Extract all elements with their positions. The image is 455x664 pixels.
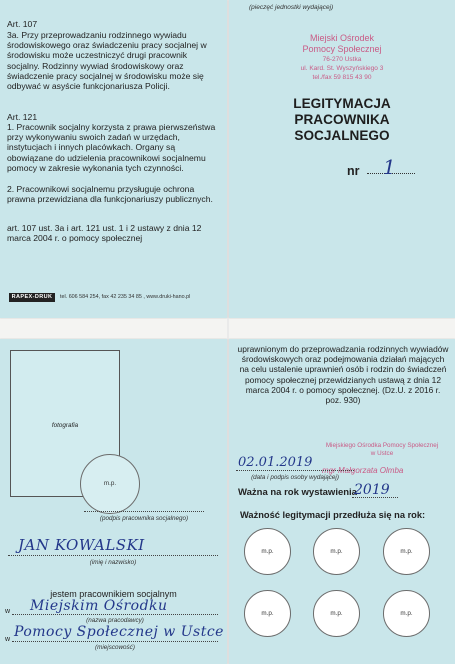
extension-circle-5 xyxy=(313,590,360,637)
extension-circle-4 xyxy=(244,590,291,637)
extension-mp-3: m.p. xyxy=(400,548,413,555)
extension-circle-2 xyxy=(313,528,360,575)
title-line-2: PRACOWNIKA xyxy=(294,112,390,127)
stamp-line-1: Miejski Ośrodek xyxy=(309,33,374,43)
institution-value: Miejskim Ośrodku xyxy=(30,598,168,614)
place-caption: (miejscowość) xyxy=(95,644,135,651)
issuer-stamp xyxy=(317,442,447,457)
institution-line xyxy=(12,614,218,615)
extension-mp-2: m.p. xyxy=(330,548,343,555)
extension-label: Ważność legitymacji przedłuża się na rok: xyxy=(240,510,426,520)
holder-seal-circle xyxy=(80,454,140,514)
art107-title: Art. 107 xyxy=(7,19,38,29)
printer-logo: RAPEX-DRUK xyxy=(9,293,55,302)
issuer-stamp-line-2: w Ustce xyxy=(370,449,394,457)
date-line xyxy=(236,470,354,471)
valid-year: 2019 xyxy=(354,482,390,498)
nr-label: nr xyxy=(347,164,360,178)
nr-value: 1 xyxy=(383,155,396,179)
extension-mp-4: m.p. xyxy=(261,610,274,617)
extension-circle-1 xyxy=(244,528,291,575)
stamp-line-5: tel./fax 59 815 43 90 xyxy=(312,74,372,81)
valid-label: Ważna na rok wystawienia xyxy=(238,487,357,498)
legal-basis: art. 107 ust. 3a i art. 121 ust. 1 i 2 ustawy z dnia 12 marca 2004 r. o pomocy społecznej xyxy=(7,223,202,244)
stamp-line-4: ul. Kard. St. Wyszyńskiego 3 xyxy=(300,65,384,72)
seal-label: (pieczęć jednostki wydającej) xyxy=(249,4,334,11)
name-caption: (imię i nazwisko) xyxy=(89,559,137,566)
stamp-line-2: Pomocy Społecznej xyxy=(302,44,382,54)
place-value: Pomocy Społecznej w Ustce xyxy=(14,624,224,640)
extension-circle-6 xyxy=(383,590,430,637)
extension-mp-1: m.p. xyxy=(261,548,274,555)
holder-seal-mp: m.p. xyxy=(103,480,117,487)
issue-date: 02.01.2019 xyxy=(238,455,313,470)
photo-label: fotografia xyxy=(51,422,79,429)
employed-as: jestem pracownikiem socjalnym xyxy=(50,589,177,599)
extension-mp-6: m.p. xyxy=(400,610,413,617)
art121-item2: 2. Pracownikowi socjalnemu przysługuje ochrona prawna przewidziana dla funkcjonariuszy publicznych. xyxy=(7,184,213,205)
w-prefix-1: w xyxy=(5,608,11,615)
place-line xyxy=(12,641,218,642)
art121-item1: 1. Pracownik socjalny korzysta z prawa pierwszeństwa przy wykonywaniu swoich zadań w urzędach, instytucjach i innych placówkach. Organy są obowiązane do udzielenia pracownikowi socjalnemu pomocy w zakresie wykonania tych czynności. xyxy=(7,122,216,173)
extension-circle-3 xyxy=(383,528,430,575)
issuer-stamp-line-1: Miejskiego Ośrodka Pomocy Społecznej xyxy=(325,442,439,449)
w-prefix-2: w xyxy=(5,636,11,643)
title-line-3: SOCJALNEGO xyxy=(294,128,390,143)
extension-mp-5: m.p. xyxy=(330,610,343,617)
authorization-text: uprawnionym do przeprowadzania rodzinnych wywiadów środowiskowych oraz podejmowania działań mających na celu ustalenie uprawnień osób i rodzin do świadczeń pomocy społecznej przewidzianych ustawą z dnia 12 marca 2004 r. o pomocy społecznej. (Dz.U. z 2016 r. poz. 930) xyxy=(237,344,449,406)
signer-name: mgr Małgorzata Olmba xyxy=(322,466,404,475)
cover-content xyxy=(229,0,455,318)
art107-text: 3a. Przy przeprowadzaniu rodzinnego wywiadu środowiskowego oraz świadczeniu pracy socjalnej w środowisku może uczestniczyć drugi pracownik socjalny. Rodzinny wywiad środowiskowy oraz świadczenie pracy socjalnej w środowisku może się odbywać w asyście funkcjonariusza Policji. xyxy=(7,30,207,92)
title-line-1: LEGITYMACJA xyxy=(293,96,391,111)
signature-line xyxy=(84,511,204,512)
institution-caption: (nazwa pracodawcy) xyxy=(86,617,144,624)
holder-name: JAN KOWALSKI xyxy=(18,536,145,554)
signature-caption: (podpis pracownika socjalnego) xyxy=(99,515,189,522)
date-caption: (data i podpis osoby wydającej) xyxy=(251,474,339,481)
stamp-line-3: 76-270 Ustka xyxy=(322,56,362,63)
printer-contact: tel. 606 584 254, fax 42 235 34 85 , www.druki-hano.pl xyxy=(60,294,191,300)
name-line xyxy=(8,555,218,556)
art121-title: Art. 121 xyxy=(7,112,38,122)
